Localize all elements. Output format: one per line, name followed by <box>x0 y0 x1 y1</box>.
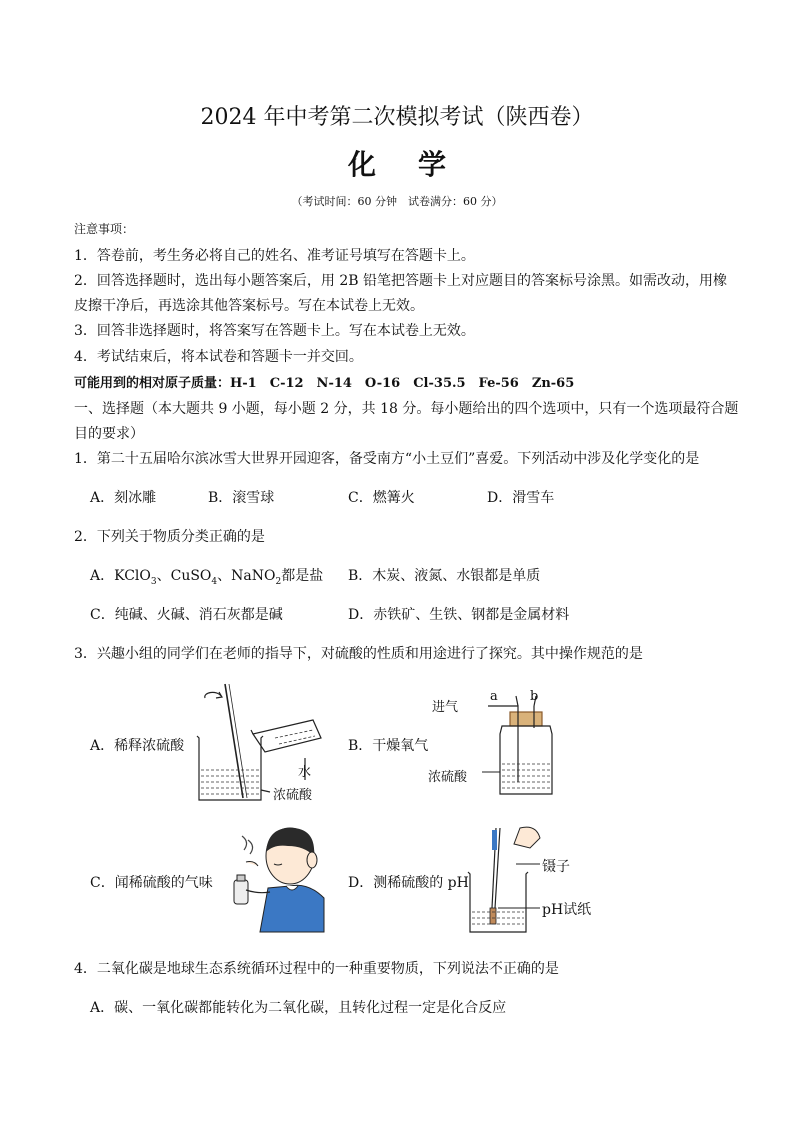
q1-option-d: D．滑雪车 <box>487 490 555 506</box>
q3-stem: 3．兴趣小组的同学们在老师的指导下，对硫酸的性质和用途进行了探究。其中操作规范的是 <box>74 646 643 662</box>
q1-option-b: B．滚雪球 <box>208 490 275 506</box>
q4-stem: 4．二氧化碳是地球生态系统循环过程中的一种重要物质，下列说法不正确的是 <box>74 961 559 977</box>
q3-option-b: B．干燥氧气 <box>348 738 429 754</box>
label-ph-paper: pH试纸 <box>542 902 592 918</box>
exam-title: 2024 年中考第二次模拟考试（陕西卷） <box>200 105 594 130</box>
label-port-a: a <box>490 689 498 704</box>
label-tweezers: 镊子 <box>542 859 570 875</box>
q3-option-a: A．稀释浓硫酸 <box>90 738 185 754</box>
note-2-cont: 皮擦干净后，再选涂其他答案标号。写在本试卷上无效。 <box>74 298 424 314</box>
label-water: 水 <box>298 765 312 780</box>
figure-smell-acid <box>228 820 328 935</box>
figure-dry-oxygen <box>430 686 560 806</box>
notes-heading: 注意事项： <box>74 222 135 236</box>
section1-heading: 一、选择题（本大题共 9 小题，每小题 2 分，共 18 分。每小题给出的四个选项中，只有一个选项最符合题 <box>74 401 739 417</box>
q3-option-c: C．闻稀硫酸的气味 <box>90 875 213 891</box>
note-2: 2．回答选择题时，选出每小题答案后，用 2B 铅笔把答题卡上对应题目的答案标号涂黑。如需改动，用橡 <box>74 273 728 289</box>
section1-heading-cont: 目的要求） <box>74 426 144 442</box>
q1-option-a: A．刻冰雕 <box>90 490 157 506</box>
figure-dilute-acid <box>185 678 355 808</box>
subject-title: 化学 <box>347 148 488 181</box>
q2-option-c: C．纯碱、火碱、消石灰都是碱 <box>90 607 283 623</box>
ph-test-diagram <box>462 824 542 936</box>
label-port-b: b <box>530 689 539 704</box>
note-4: 4．考试结束后，将本试卷和答题卡一并交回。 <box>74 349 363 365</box>
label-conc-acid-a: 浓硫酸 <box>273 788 313 803</box>
label-gas-inlet: 进气 <box>432 700 459 715</box>
note-3: 3．回答非选择题时，将答案写在答题卡上。写在本试卷上无效。 <box>74 323 475 339</box>
time-info: （考试时间：60 分钟 试卷满分：60 分） <box>291 195 503 208</box>
beaker-pouring-diagram <box>185 678 355 808</box>
q3-option-d: D．测稀硫酸的 pH <box>348 875 469 891</box>
q2-option-b: B．木炭、液氮、水银都是单质 <box>348 568 541 584</box>
note-1: 1．答卷前，考生务必将自己的姓名、准考证号填写在答题卡上。 <box>74 248 475 264</box>
q2-option-a: A．KClO$_3$、CuSO$_4$、NaNO$_2$都是盐 <box>90 568 324 587</box>
figure-ph-test <box>462 824 592 936</box>
q1-stem: 1．第二十五届哈尔滨冰雪大世界开园迎客，备受南方“小土豆们”喜爱。下列活动中涉及化学变化的是 <box>74 451 700 467</box>
atomic-mass-line: 可能用到的相对原子质量：H-1 C-12 N-14 O-16 Cl-35.5 Fe-56 Zn-65 <box>74 376 575 391</box>
q1-option-c: C．燃篝火 <box>348 490 415 506</box>
q2-option-d: D．赤铁矿、生铁、钢都是金属材料 <box>348 607 570 623</box>
label-conc-acid-b: 浓硫酸 <box>428 770 468 785</box>
q2-stem: 2．下列关于物质分类正确的是 <box>74 529 265 545</box>
q4-option-a: A．碳、一氧化碳都能转化为二氧化碳，且转化过程一定是化合反应 <box>90 1000 507 1016</box>
boy-smelling-bottle-illustration <box>228 820 328 935</box>
